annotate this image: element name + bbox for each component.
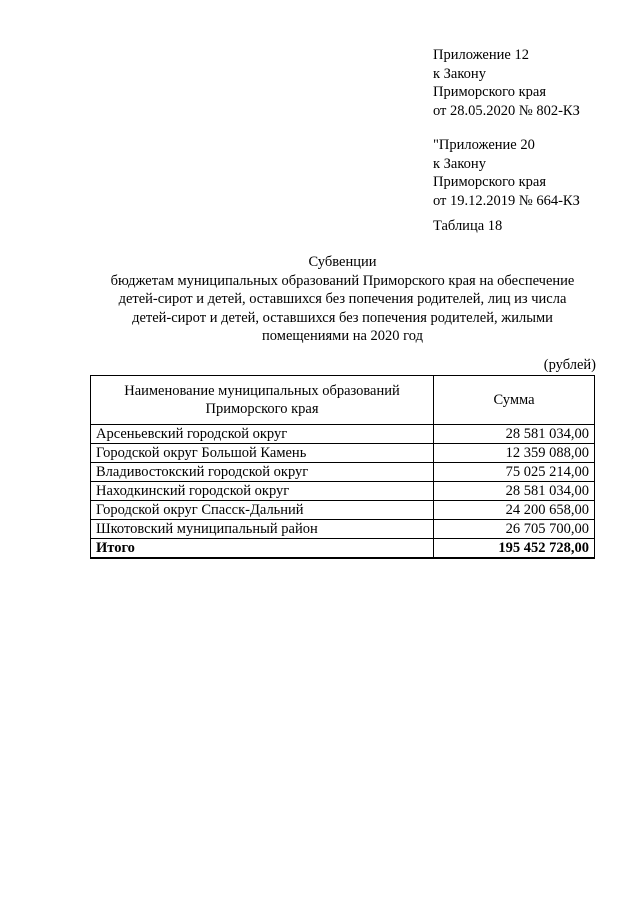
title-line: детей-сирот и детей, оставшихся без попечения родителей, жилыми: [132, 309, 553, 326]
appendix-line: Приморского края: [433, 84, 547, 100]
subsidy-sum: 12 359 088,00: [434, 444, 595, 463]
municipality-name: Владивостокский городской округ: [91, 463, 434, 482]
table-row: [91, 463, 595, 482]
title-line: Субвенции: [308, 254, 377, 270]
appendix-reference-previous: [433, 136, 633, 210]
municipality-name: Находкинский городской округ: [91, 482, 434, 501]
table-row: [91, 425, 595, 444]
subsidy-sum: 75 025 214,00: [434, 463, 595, 482]
header-sum: Сумма: [434, 376, 595, 425]
subsidy-sum: 28 581 034,00: [434, 425, 595, 444]
appendix-line: от 28.05.2020 № 802-КЗ: [433, 102, 580, 119]
header-line: Приморского края: [205, 401, 319, 417]
table-total-row: [91, 539, 595, 559]
subsidy-sum: 26 705 700,00: [434, 520, 595, 539]
title-line: детей-сирот и детей, оставшихся без попечения родителей, лиц из числа: [118, 291, 567, 307]
table-row: [91, 520, 595, 539]
appendix-line: Приморского края: [433, 174, 547, 190]
units-label: (рублей): [543, 357, 596, 373]
appendix-line: к Закону: [433, 155, 486, 172]
municipality-name: Городской округ Большой Камень: [91, 444, 434, 463]
total-label: Итого: [91, 539, 434, 559]
table-row: [91, 501, 595, 520]
appendix-line: от 19.12.2019 № 664-КЗ: [433, 192, 580, 209]
municipality-name: Городской округ Спасск-Дальний: [91, 501, 434, 520]
municipality-name: Арсеньевский городской округ: [91, 425, 434, 444]
municipality-name: Шкотовский муниципальный район: [91, 520, 434, 539]
title-line: бюджетам муниципальных образований Приморского края на обеспечение: [110, 272, 575, 289]
table-row: [91, 482, 595, 501]
appendix-line: к Закону: [433, 65, 486, 82]
table-row: [91, 444, 595, 463]
table-header-row: [91, 376, 595, 425]
appendix-line: Приложение 12: [433, 47, 529, 63]
document-title: [90, 253, 595, 346]
title-line: помещениями на 2020 год: [262, 328, 423, 344]
header-line: Наименование муниципальных образований: [124, 383, 400, 399]
total-sum: 195 452 728,00: [434, 539, 595, 559]
appendix-reference-current: [433, 46, 633, 120]
subsidies-table: [90, 375, 595, 559]
appendix-line: "Приложение 20: [433, 137, 535, 153]
subsidy-sum: 24 200 658,00: [434, 501, 595, 520]
subsidy-sum: 28 581 034,00: [434, 482, 595, 501]
header-municipality-name: [91, 376, 434, 425]
table-number-label: Таблица 18: [433, 218, 503, 234]
